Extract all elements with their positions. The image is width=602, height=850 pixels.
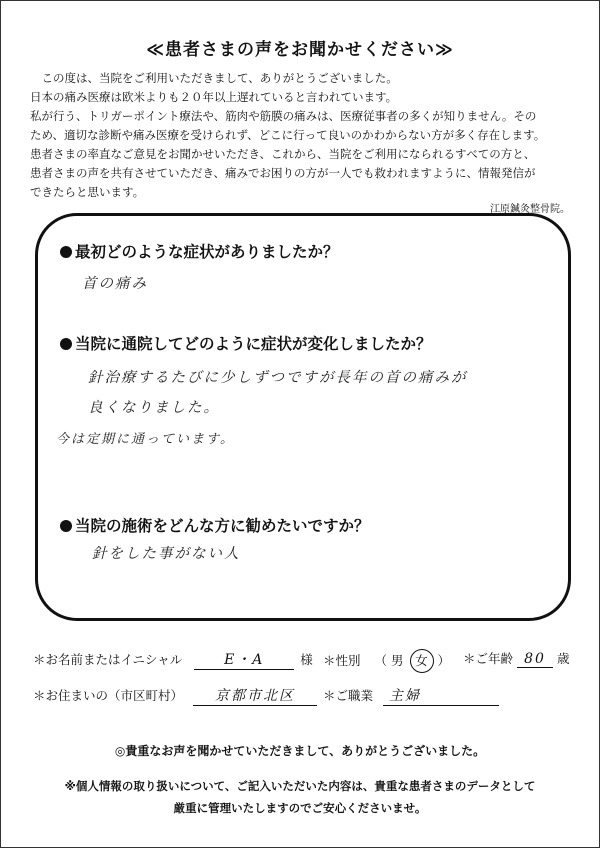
privacy-line-2: 厳重に管理いたしますのでご安心くださいませ。 — [173, 801, 427, 815]
name-value: E・A — [194, 649, 294, 670]
job-label: ＊ご職業 — [323, 688, 374, 703]
address-field — [33, 685, 317, 706]
answer-2-line-3: 今は定期に通っています。 — [56, 432, 235, 447]
privacy-line-1: ※個人情報の取り扱いについて、ご記入いただいた内容は、貴重な患者さまのデータとして — [64, 779, 536, 793]
question-label: 当院に通院してどのように症状が変化しましたか？ — [75, 335, 432, 353]
page-title: ≪患者さまの声をお聞かせください≫ — [146, 40, 454, 60]
age-field — [463, 649, 570, 668]
intro-line: 患者さまの声を共有させていただき、痛みでお困りの方が一人でも救われますように、情報発信が — [30, 166, 536, 180]
age-value: 80 — [517, 651, 553, 668]
intro-line: 患者さまの率直なご意見をお聞かせいただき、これから、当院をご利用になられるすべての方と、 — [30, 147, 536, 161]
age-label: ＊ご年齢 — [463, 651, 514, 666]
gender-field — [323, 649, 450, 673]
intro-line: 私が行う、トリガーポイント療法や、筋肉や筋膜の痛みは、医療従事者の多くが知りません。その — [30, 109, 537, 123]
address-value: 京都市北区 — [193, 685, 317, 706]
gender-close: ） — [437, 653, 450, 668]
job-value: 主婦 — [383, 685, 499, 706]
thanks-message: ◎貴重なお声を聞かせていただきまして、ありがとうございました。 — [114, 744, 486, 758]
address-label: ＊お住まいの（市区町村） — [33, 688, 184, 703]
age-suffix: 歳 — [556, 651, 570, 666]
gender-label: ＊性別 — [323, 653, 361, 668]
intro-line: この度は、当院をご利用いただきまして、ありがとうございました。 — [30, 71, 398, 85]
question-label: 当院の施術をどんな方に勧めたいですか？ — [75, 517, 370, 535]
clinic-signature: 江原鍼灸整骨院。 — [490, 204, 570, 215]
question-1 — [60, 240, 339, 262]
answer-1: 首の痛み — [82, 276, 148, 292]
name-label: ＊お名前またはイニシャル — [33, 652, 183, 667]
bullet-icon — [60, 338, 72, 350]
privacy-notice — [1, 775, 599, 819]
gender-male: 男 — [391, 653, 404, 668]
answer-2-line-1: 針治療するたびに少しずつですが長年の首の痛みが — [88, 370, 468, 386]
name-suffix: 様 — [300, 652, 313, 667]
intro-line: できたらと思います。 — [30, 185, 145, 199]
question-3 — [60, 514, 370, 536]
intro-line: 日本の痛み医療は欧米よりも２０年以上遅れていると言われています。 — [30, 90, 398, 104]
question-label: 最初どのような症状がありましたか？ — [75, 243, 339, 261]
bullet-icon — [60, 520, 72, 532]
intro-text — [30, 69, 578, 219]
gender-open: （ — [374, 653, 388, 668]
name-field — [33, 649, 313, 670]
questions-box — [35, 213, 571, 621]
question-2 — [60, 332, 432, 354]
job-field — [323, 685, 499, 706]
intro-line: ため、適切な診断や痛み医療を受けられず、どこに行って良いのかわからない方が多く存在します。 — [30, 128, 546, 142]
answer-3: 針をした事がない人 — [92, 546, 241, 562]
bullet-icon — [60, 246, 72, 258]
gender-female-circled: 女 — [410, 649, 434, 673]
answer-2-line-2: 良くなりました。 — [88, 400, 220, 416]
